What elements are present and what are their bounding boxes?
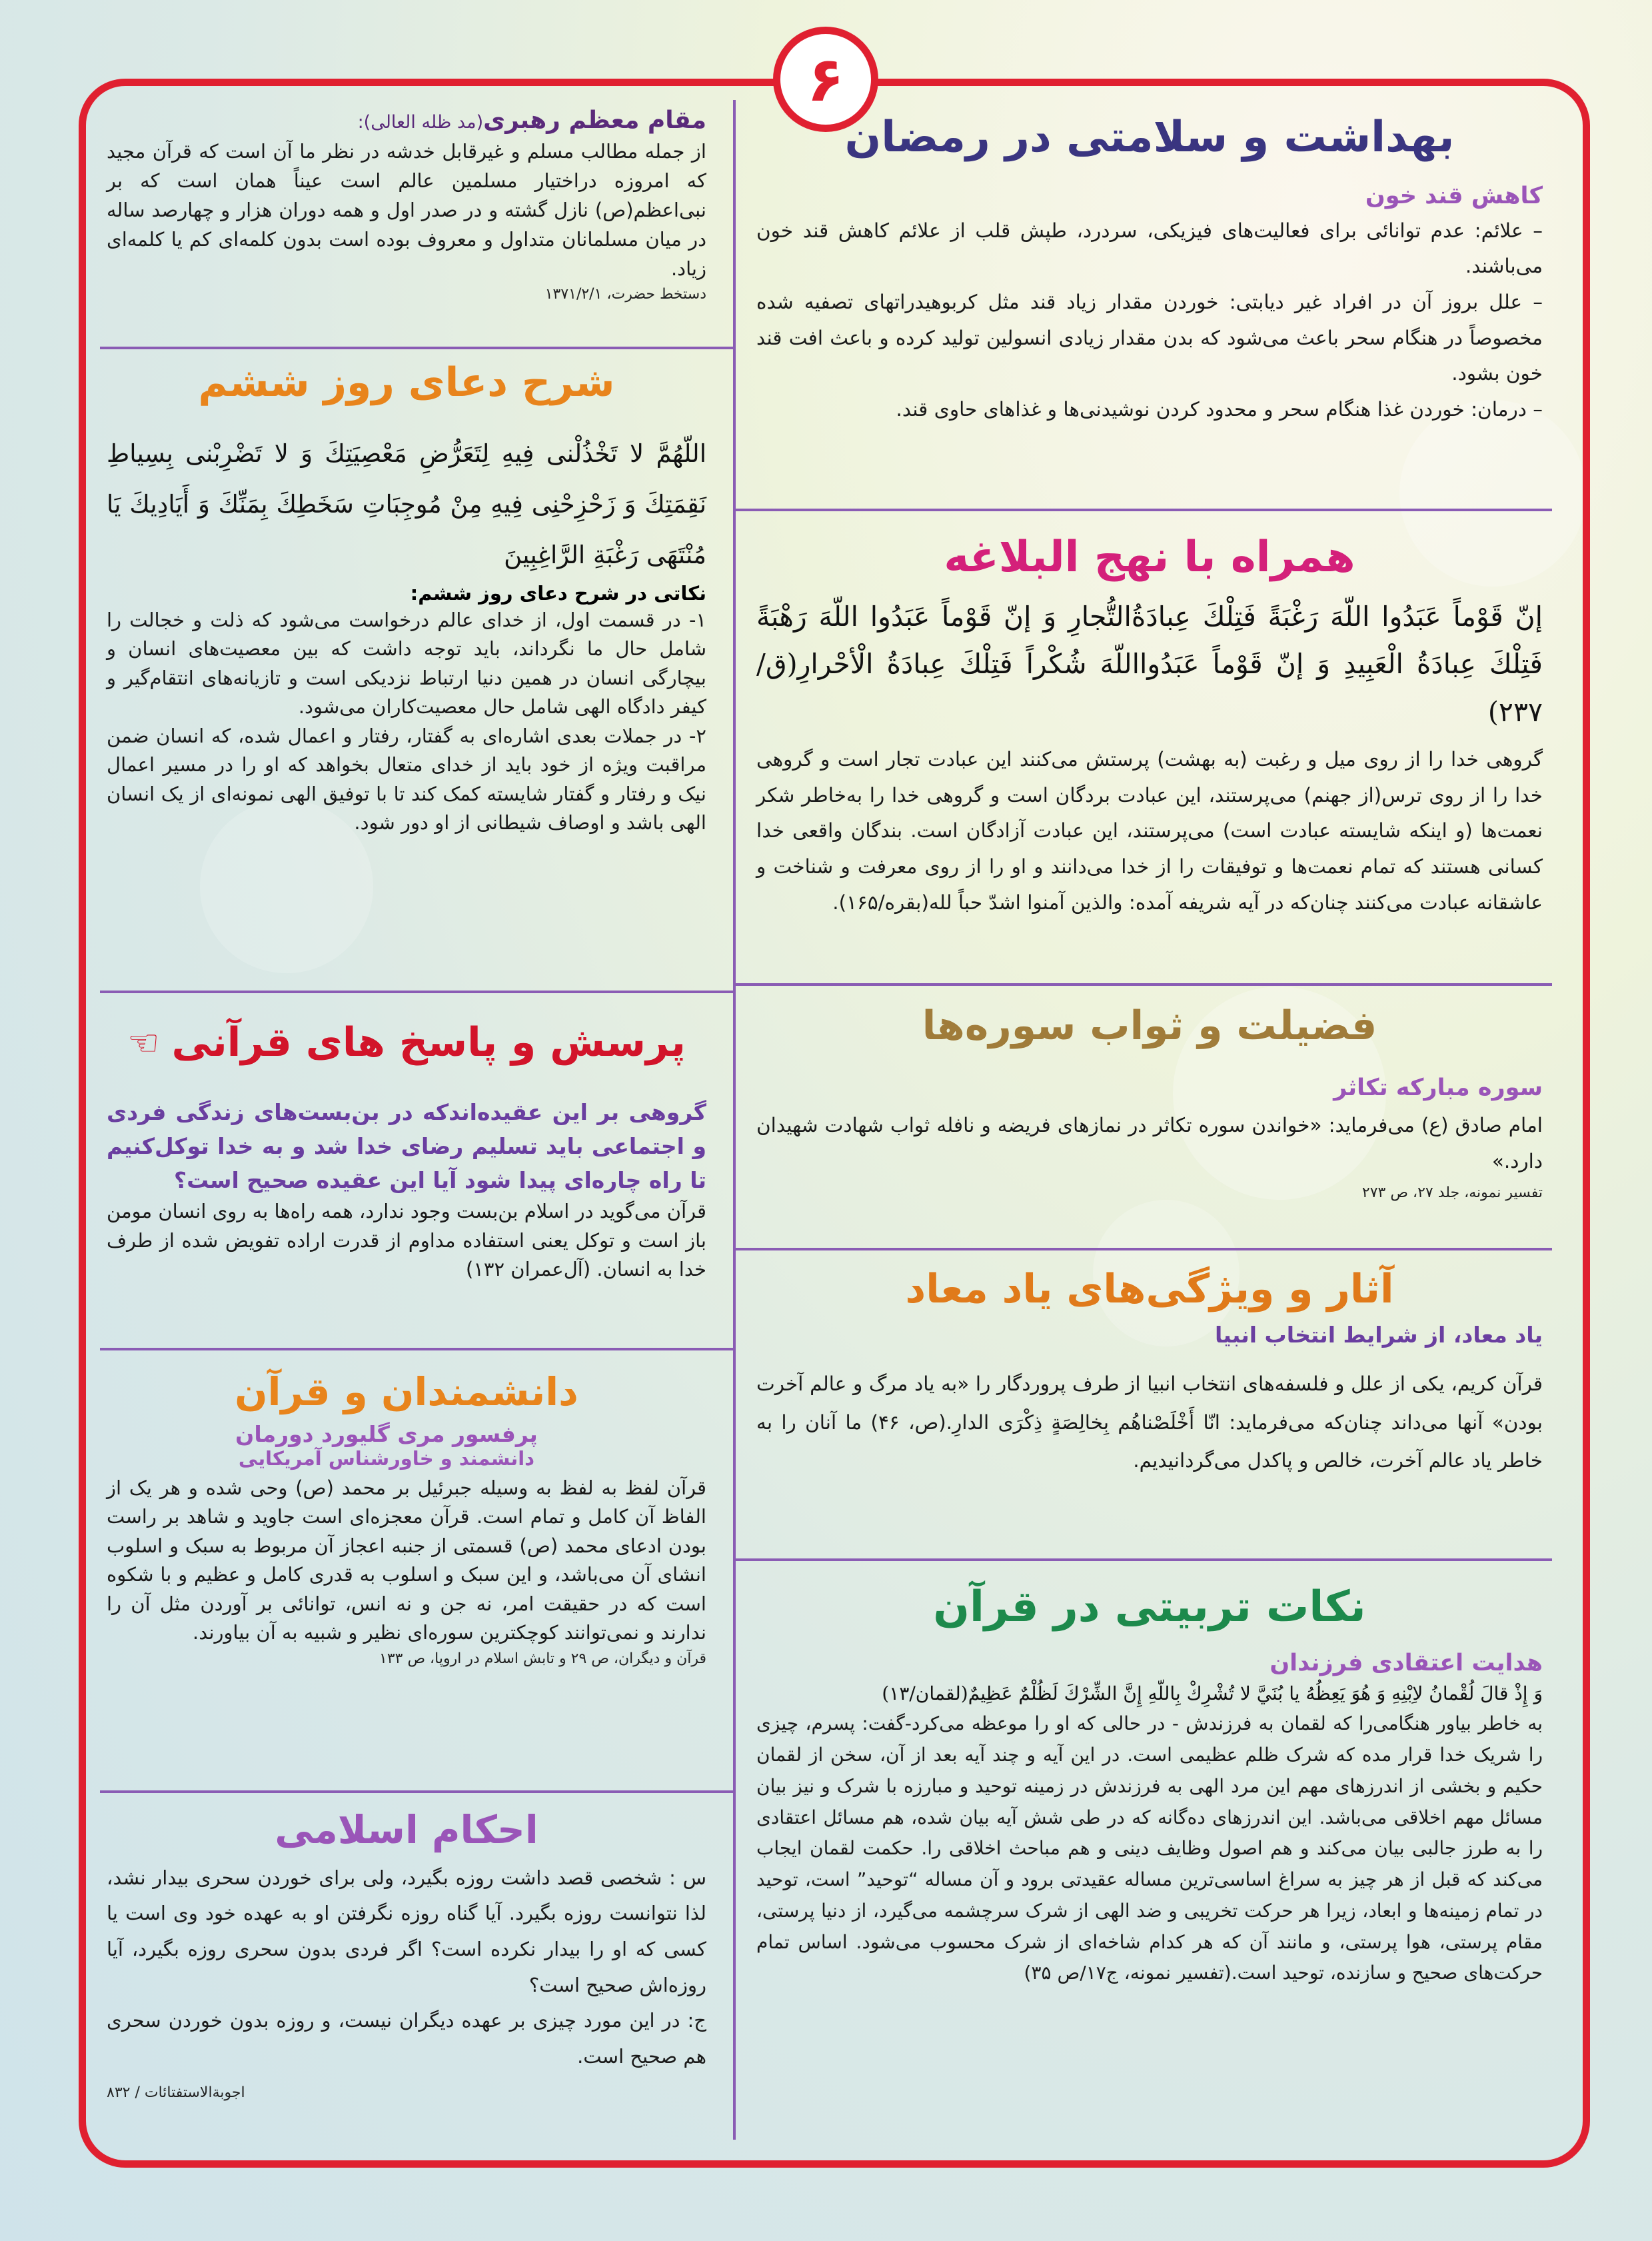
section-divider <box>736 509 1552 511</box>
surah-subtitle: سوره مبارکه تکاثر <box>1333 1075 1543 1101</box>
dua-notes <box>107 606 706 838</box>
leader-body: از جمله مطالب مسلم و غیرقابل خدشه در نظر ما آن است که قرآن مجید که امروزه دراختیار مسلمین عالم است عیناً همان است که بر نبی‌اعظم(ص) نازل گشته و در صدر اول و همه دوران هزار و چهارصد ساله در میان مسلمانان متداول و معروف بوده است بدون کلمه‌ای کم یا کلمه‌ای زیاد. <box>107 140 706 281</box>
leader-citation: دستخط حضرت، ۱۳۷۱/۲/۱ <box>544 286 706 303</box>
health-symptoms: – علائم: عدم توانائی برای فعالیت‌های فیزیکی، سردرد، طپش قلب از علائم کاهش قند خون می‌باشند. <box>756 219 1543 278</box>
surah-body: امام صادق (ع) می‌فرماید: «خواندن سوره تکاثر در نمازهای فریضه و نافله ثواب شهادت شهیدان دارد.» <box>756 1114 1543 1172</box>
health-body <box>756 213 1543 428</box>
leader-title-suffix: (مد ظله العالی): <box>357 112 484 133</box>
scholar-name: پرفسور مری گلیورد دورمان <box>235 1420 538 1447</box>
tarbiati-body: به خاطر بیاور هنگامی‌را که لقمان به فرزندش - در حالی که او را موعظه می‌کرد-گفت: پسرم، چیزی را شریک خدا قرار مده که شرک ظلم عظیمی است. در این آیه و چند آیه بعد از آن، سخن از لقمان حکیم و بخشی از اندرزهای مهم این مرد الهی به فرزندش در زمینه توحید و مبارزه با شرک و نیز بیان مسائل مهم اخلاقی می‌باشد. این اندرزهای ده‌گانه که در طی شش آیه بیان شده، هم مسائل اعتقادی را به طرز جالبی بیان می‌کند و هم اصول وظایف دینی و هم مباحث اخلاقی را. حکمت لقمان ایجاب می‌کند که قبل از هر چیز به سراغ اساسی‌ترین مساله عقیدتی برود و آن مساله “توحید” است، توحید در تمام زمینه‌ها و ابعاد، زیرا هر حرکت تخریبی و ضد الهی از شرک سرچشمه می‌گیرد، از دنیا پرستی، مقام پرستی، هوا پرستی، و مانند آن که هر کدام شاخه‌ای از شرک محسوب می‌شود. اساس تمام حرکت‌های صحیح و سازنده، توحید است.(تفسیر نمونه، ج۱۷/ص ۳۵) <box>756 1712 1543 1984</box>
leader-section <box>100 107 713 343</box>
dua-notes-title: نکاتی در شرح دعای روز ششم: <box>410 581 706 605</box>
maad-section <box>750 1266 1549 1553</box>
qa-question: گروهی بر این عقیده‌اندکه در بن‌بست‌های زندگی فردی و اجتماعی باید تسلیم رضای خدا شد و به خدا توکل‌کنیم تا راه چاره‌ای پیدا شود آیا این عقیده صحیح است؟ <box>107 1099 706 1194</box>
scholars-citation: قرآن و دیگران، ص ۲۹ و تابش اسلام در اروپا، ص ۱۳۳ <box>379 1650 706 1667</box>
ahkam-title: احکام اسلامی <box>275 1807 538 1852</box>
scholars-section <box>100 1370 713 1786</box>
section-divider <box>100 1348 733 1350</box>
section-divider <box>100 1790 733 1793</box>
nahj-arabic: إنّ قَوْماً عَبَدُوا اللّهَ رَغْبَةً فَتِلْكَ عِبادَةُالتُّجارِ وَ إنّ قَوْماً عَبَدُوا اللّهَ رَهْبَةً فَتِلْكَ عِبادَةُ الْعَبِيدِ وَ إنّ قَوْماً عَبَدُوااللّهَ شُكْراً فَتِلْكَ عِبادَةُ الْأحْرارِ(ق/۲۳۷) <box>756 600 1543 729</box>
tarbiati-subtitle: هدایت اعتقادی فرزندان <box>1269 1649 1543 1676</box>
tarbiati-arabic: وَ إِذْ قالَ لُقْمانُ لاِبْنِهِ وَ هُوَ يَعِظُهُ يا بُنَيَّ لا تُشْرِكْ بِاللّهِ إِنَّ الشِّرْكَ لَظُلْمٌ عَظِيمٌ(لقمان/۱۳) <box>882 1682 1543 1704</box>
qa-section <box>100 1020 713 1343</box>
scholar-role: دانشمند و خاورشناس آمریکایی <box>238 1446 535 1470</box>
health-section <box>750 113 1549 503</box>
health-subtitle: کاهش قند خون <box>1365 182 1543 209</box>
section-divider <box>100 347 733 349</box>
ahkam-section <box>100 1808 713 2134</box>
health-causes: – علل بروز آن در افراد غیر دیابتی: خوردن مقدار زیاد قند مثل کربوهیدراتهای تصفیه شده مخصوصاً در هنگام سحر باعث می‌شود که بدن مقدار زیادی انسولین تولید کرده و باعث افت قند خون بشود. <box>756 290 1543 385</box>
maad-title: آثار و ویژگی‌های یاد معاد <box>905 1266 1394 1312</box>
ahkam-answer: ج: در این مورد چیزی بر عهده دیگران نیست، و روزه بدون خوردن سحری هم صحیح است. <box>107 2009 706 2068</box>
column-divider <box>733 100 736 2140</box>
dua-title: شرح دعای روز ششم <box>198 359 615 406</box>
scholars-title: دانشمندان و قرآن <box>235 1369 578 1414</box>
tarbiati-title: نکات تربیتی در قرآن <box>933 1582 1366 1632</box>
qa-heading <box>107 1020 706 1066</box>
page-number: ۶ <box>773 27 878 132</box>
surah-title: فضیلت و ثواب سوره‌ها <box>922 1003 1377 1049</box>
section-divider <box>736 983 1552 986</box>
surah-section <box>750 1003 1549 1243</box>
health-title: بهداشت و سلامتی در رمضان <box>844 113 1455 162</box>
surah-citation: تفسیر نمونه، جلد ۲۷، ص ۲۷۳ <box>1361 1184 1543 1202</box>
nahj-section <box>750 533 1549 977</box>
health-treatment: – درمان: خوردن غذا هنگام سحر و محدود کردن نوشیدنی‌ها و غذاهای حاوی قند. <box>896 398 1543 421</box>
qa-title: پرسش و پاسخ های قرآنی <box>171 1019 686 1066</box>
maad-body: قرآن کریم، یکی از علل و فلسفه‌های انتخاب انبیا از طرف پروردگار را «به یاد مرگ و عالم آخرت بودن» آنها می‌داند چنان‌که می‌فرماید: انّا أَخْلَصْناهُم بِخالِصَةٍ ذِكْرَى الدارِ.(ص، ۴۶) ما آنان را به خاطر یاد عالم آخرت، خالص و پاکدل می‌گردانیدیم. <box>756 1372 1543 1472</box>
section-divider <box>736 1558 1552 1561</box>
tarbiati-section <box>750 1583 1549 2130</box>
section-divider <box>736 1248 1552 1250</box>
leader-title: مقام معظم رهبری <box>483 107 706 134</box>
ahkam-question: س : شخصی قصد داشت روزه بگیرد، ولی برای خوردن سحری بیدار نشد، لذا نتوانست روزه بگیرد. آیا گناه روزه نگرفتن او به عهده خود وی است یا کسی که او را بیدار نکرده است؟ اگر فردی بدون سحری روزه بگیرد، آیا روزه‌اش صحیح است؟ <box>107 1866 706 1996</box>
leader-heading <box>107 107 706 134</box>
qa-answer: قرآن می‌گوید در اسلام بن‌بست وجود ندارد، همه راه‌ها به روی انسان مومن باز است و توکل یعنی استفاده مداوم از قدرت اراده تفویض شده از طرف خدا به انسان. (آل‌عمران ۱۳۲) <box>107 1200 706 1281</box>
pointing-hand-icon: ☜ <box>127 1022 160 1064</box>
ahkam-citation: اجوبة‌الاستفتائات / ۸۳۲ <box>107 2084 245 2101</box>
dua-note-2: ۲- در جملات بعدی اشاره‌ای به گفتار، رفتار و اعمال شده، که انسان ضمن مراقبت ویژه از خود باید از خدای متعال بخواهد که او را در مسیر اعمال نیک و رفتار و گفتار شایسته کمک کند تا با توفیق الهی نمونه‌ای از یک انسان الهی باشد و اوصاف شیطانی از او دور شود. <box>107 724 706 835</box>
section-divider <box>100 991 733 993</box>
maad-subtitle: یاد معاد، از شرایط انتخاب انبیا <box>1215 1322 1543 1348</box>
dua-arabic: اللّهُمَّ لا تَخْذُلْنی فِيهِ لِتَعَرُّضِ مَعْصِيَتِكَ وَ لا تَضْرِبْنی بِسِياطِ نَقِمَتِكَ وَ زَحْزِحْنِی فِيهِ مِنْ مُوجِبَاتِ سَخَطِكَ بِمَنِّكَ وَ أَيَادِيكَ يَا مُنْتَهَى رَغْبَةِ الرَّاغِبِينَ <box>107 439 706 569</box>
nahj-title: همراه با نهج البلاغه <box>944 533 1355 582</box>
scholars-body: قرآن لفظ به لفظ به وسیله جبرئیل بر محمد (ص) وحی شده و هر یک از الفاظ آن کامل و تمام است. قرآن معجزه‌ای است جاوید و شاهد بر راست بودن ادعای محمد (ص) قسمتی از جنبه اعجاز آن مربوط به سبک و اسلوب انشای آن می‌باشد، و این سبک و اسلوب به قدری کامل و عظیم و با شکوه است که در حقیقت امر، نه جن و نه انس، توانائی بر آوردن مثل آن را ندارند و نمی‌توانند کوچکترین سوره‌ای نظیر و شبیه به آن بیاورند. <box>107 1476 706 1644</box>
dua-section <box>100 360 713 987</box>
nahj-body: گروهی خدا را از روی میل و رغبت (به بهشت) پرستش می‌کنند این عبادت تجار است و گروهی خدا را از روی ترس(از جهنم) می‌پرستند، این عبادت بردگان است و گروهی خدا را به‌خاطر شکر نعمت‌ها (و اینکه شایسته عبادت است) می‌پرستند، این عبادت آزادگان است. بندگان واقعی خدا کسانی هستند که تمام نعمت‌ها و توفیقات را از خدا می‌دانند و او را از روی معرفت و شناخت و عاشقانه عبادت می‌کنند چنان‌که در آیه شریفه آمده: والذین آمنوا اشدّ حباً لله(بقره/۱۶۵). <box>756 747 1543 914</box>
dua-note-1: ۱- در قسمت اول، از خدای عالم درخواست می‌شود که ذلت و خجالت را شامل حال ما نگرداند، باید توجه داشت که بین معصیت‌های انسان و بیچارگی انسان در همین دنیا ارتباط نزدیکی است و تازیانه‌های انتقام‌گیر و کیفر دادگاه الهی شامل حال معصیت‌کاران می‌شود. <box>107 608 706 719</box>
